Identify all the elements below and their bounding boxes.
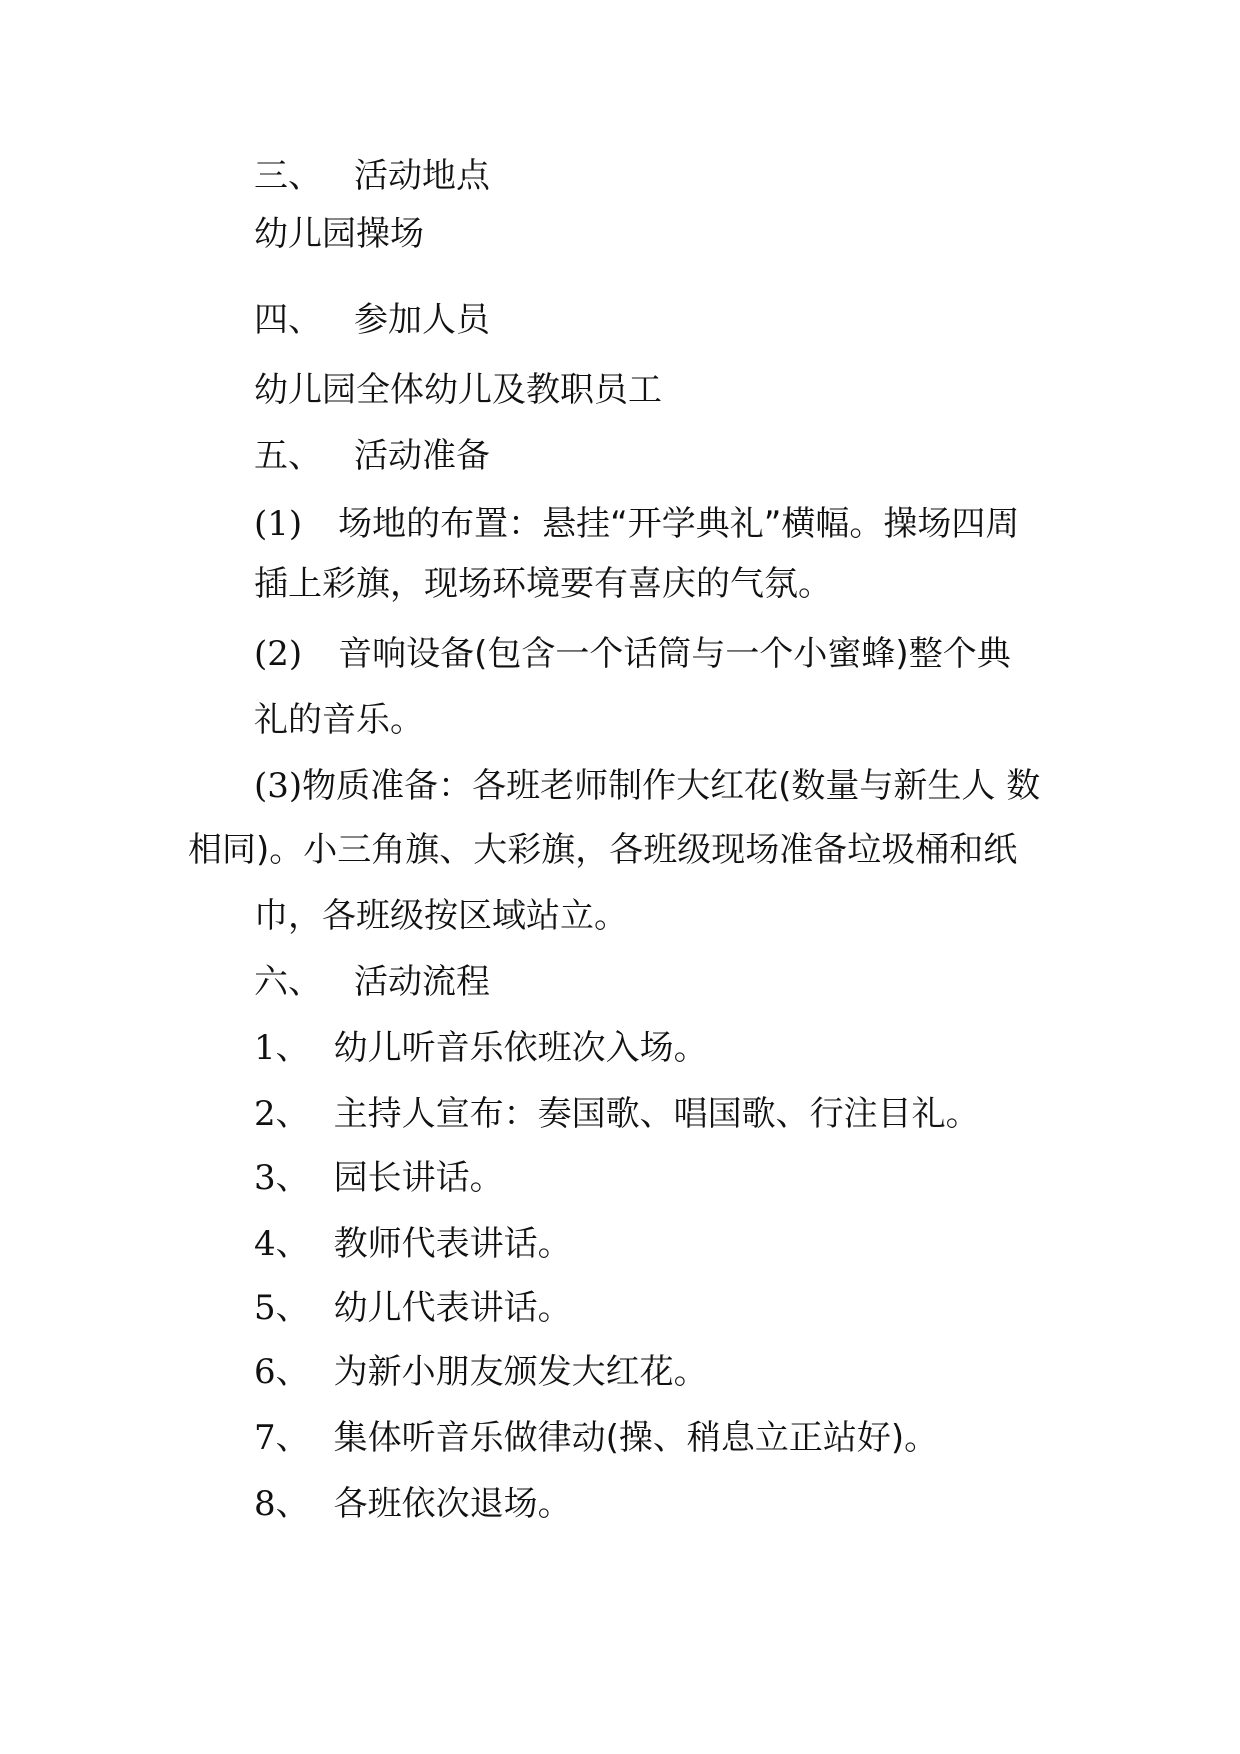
prep-item-3-line-1 [254, 766, 1040, 806]
step-5 [254, 1288, 572, 1328]
step-5-label: 5、 [254, 1288, 310, 1328]
section-5-title: 活动准备 [354, 436, 490, 476]
step-8-text: 各班依次退场。 [333, 1484, 572, 1524]
step-2-label: 2、 [254, 1094, 310, 1134]
prep-item-3-line-3: 巾，各班级按区域站立。 [254, 896, 628, 936]
step-3-text: 园长讲话。 [333, 1158, 504, 1198]
step-8-label: 8、 [254, 1484, 310, 1524]
step-4 [254, 1224, 572, 1264]
step-1-text: 幼儿听音乐依班次入场。 [333, 1028, 708, 1068]
prep-item-1-text: 场地的布置：悬挂“开学典礼”横幅。操场四周 [338, 504, 1020, 544]
prep-item-1-line-2: 插上彩旗，现场环境要有喜庆的气氛。 [254, 564, 832, 604]
step-1-label: 1、 [254, 1028, 310, 1068]
step-7-text: 集体听音乐做律动(操、稍息立正站好)。 [333, 1418, 939, 1458]
prep-item-2-label: (2) [254, 634, 303, 674]
step-6 [254, 1352, 708, 1392]
step-7-label: 7、 [254, 1418, 310, 1458]
prep-item-1-label: (1) [254, 504, 303, 544]
step-4-text: 教师代表讲话。 [333, 1224, 572, 1264]
section-6-label: 六、 [254, 962, 322, 1002]
step-6-text: 为新小朋友颁发大红花。 [333, 1352, 708, 1392]
step-8 [254, 1484, 572, 1524]
prep-item-1-line-1 [254, 504, 1019, 544]
prep-item-3-line-2: 相同)。小三角旗、大彩旗，各班级现场准备垃圾桶和纸 [188, 830, 1018, 870]
step-2-text: 主持人宣布：奏国歌、唱国歌、行注目礼。 [333, 1094, 980, 1134]
section-6-title: 活动流程 [354, 962, 490, 1002]
prep-item-2-text: 音响设备(包含一个话筒与一个小蜜蜂)整个典 [338, 634, 1011, 674]
prep-item-3-text: 物质准备：各班老师制作大红花(数量与新生人 数 [302, 766, 1041, 806]
step-6-label: 6、 [254, 1352, 310, 1392]
section-6-heading [254, 962, 490, 1002]
section-4-content: 幼儿园全体幼儿及教职员工 [254, 370, 662, 410]
step-4-label: 4、 [254, 1224, 310, 1264]
section-3-label: 三、 [254, 156, 322, 196]
section-4-title: 参加人员 [354, 300, 490, 340]
step-2 [254, 1094, 980, 1134]
section-3-content: 幼儿园操场 [254, 214, 424, 254]
step-3-label: 3、 [254, 1158, 310, 1198]
prep-item-2-line-1 [254, 634, 1011, 674]
prep-item-3-label: (3) [254, 766, 303, 806]
section-3-heading [254, 156, 490, 196]
section-3-title: 活动地点 [354, 156, 490, 196]
step-7 [254, 1418, 938, 1458]
prep-item-2-line-2: 礼的音乐。 [254, 700, 424, 740]
section-5-heading [254, 436, 490, 476]
section-4-heading [254, 300, 490, 340]
step-1 [254, 1028, 708, 1068]
step-5-text: 幼儿代表讲话。 [333, 1288, 572, 1328]
step-3 [254, 1158, 504, 1198]
section-4-label: 四、 [254, 300, 322, 340]
section-5-label: 五、 [254, 436, 322, 476]
